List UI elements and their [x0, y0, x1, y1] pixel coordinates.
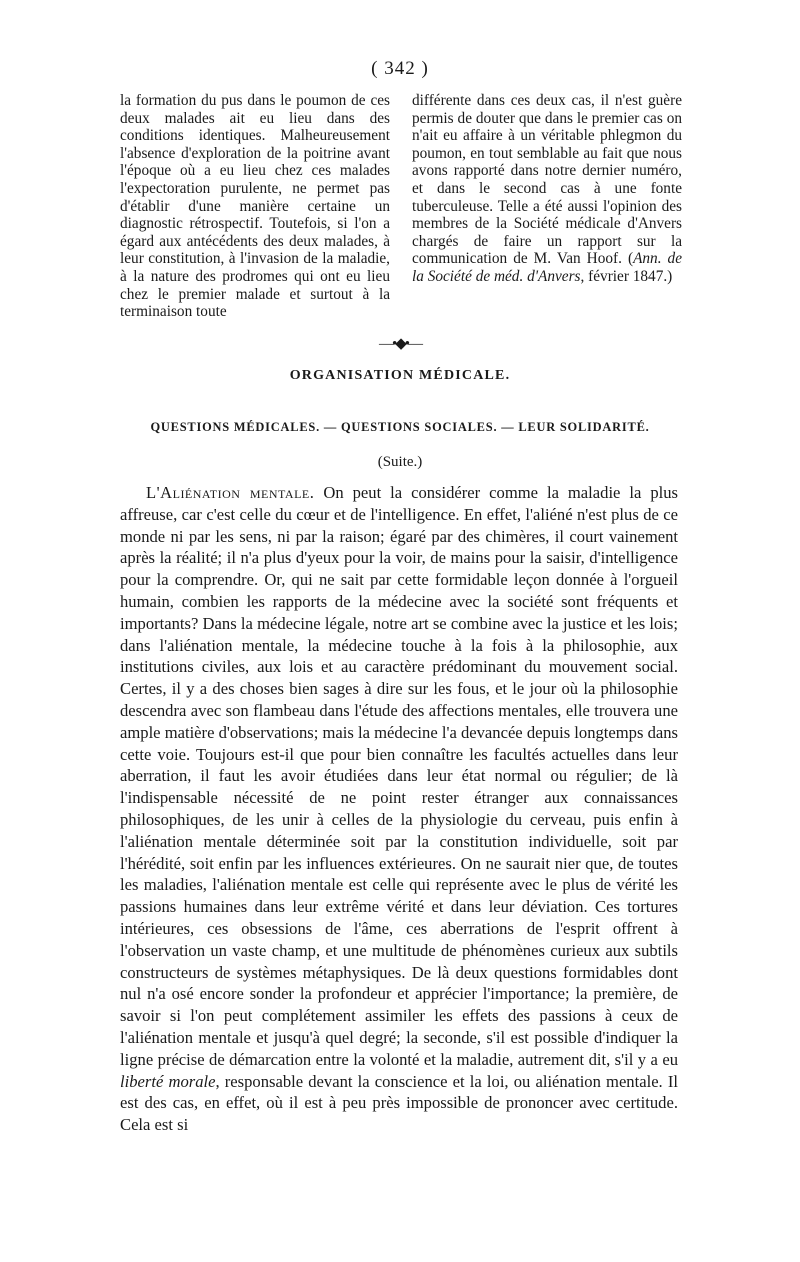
article-paragraph [120, 482, 678, 1136]
section-title: ORGANISATION MÉDICALE. [289, 368, 511, 383]
article-text-1: On peut la considérer comme la maladie la plus affreuse, car c'est celle du cœur et de l'intelligence. En effet, l'aliéné n'est plus de ce monde ni par les sens, ni par la raison; égaré par des chimères, il court vainement après la réalité; il n'a plus d'yeux pour la voir, de mains pour la saisir, d'intelligence pour la comprendre. Or, qui ne sait par cette formidable leçon donnée à l'orgueil humain, combien les rapports de la médecine avec la société sont fréquents et importants? Dans la médecine légale, notre art se combine avec la justice et les lois; dans l'aliénation mentale, la médecine touche à la fois à la philosophie, aux institutions civiles, aux lois et au caractère prédominant du mouvement social. Certes, il y a des choses bien sages à dire sur les fous, et le jour où la philosophie descendra avec son flambeau dans l'étude des affections mentales, elle trouvera une ample matière d'observations; mais la médecine l'a devancée depuis longtemps dans cette voie. Toujours est-il que pour bien connaître les facultés actuelles dans leur aberration, il faut les avoir étudiées dans leur état normal ou régulier; de là l'indispensable nécessité de ne point rester étranger aux connaissances philosophiques, de les unir à celles de la physiologie du cerveau, puis enfin à l'aliénation mentale déterminée soit par la constitution individuelle, soit par l'hérédité, soit enfin par les influences extérieures. On ne saurait nier que, de toutes les maladies, l'aliénation mentale est celle qui représente avec le plus de vérité les passions humaines dans leur extrême vérité et dans leur déviation. Ces tortures intérieures, ces obsessions de l'âme, ces aberrations de l'esprit offrent à l'observation un vaste champ, et une multitude de phénomènes curieux aux subtils constructeurs de systèmes métaphysiques. De là deux questions formidables dont nul n'a osé encore sonder la profondeur et apprécier l'importance; la première, de savoir si l'on peut complétement assimiler les effets des passions à ceux de l'aliénation mentale et jusqu'à quel degré; la seconde, s'il est possible d'indiquer la ligne précise de démarcation entre la volonté et la maladie, autrement dit, s'il y a eu [120, 483, 678, 1069]
section-subtitle: QUESTIONS MÉDICALES. — QUESTIONS SOCIALES. — LEUR SOLIDARITÉ. [150, 420, 650, 434]
article-lead: L'Aliénation mentale. [146, 483, 315, 502]
right-column-text: différente dans ces deux cas, il n'est guère permis de douter que dans le premier cas on n'ait eu affaire à un véritable phlegmon du poumon, en tout semblable au fait que nous avons rapporté dans notre dernier numéro, et dans le second cas à une fonte tuberculeuse. Telle a été aussi l'opinion des membres de la Société médicale d'Anvers chargés de faire un rapport sur la communication de M. Van Hoof. ( [412, 92, 682, 268]
right-column [412, 92, 682, 286]
journal-citation: Ann. de la Société de méd. d'Anvers [412, 250, 682, 285]
left-column-text: la formation du pus dans le poumon de ces deux malades ait eu lieu dans des conditions identiques. Malheureusement l'absence d'exploration de la poitrine avant l'époque où a eu lieu chez ces malades l'expectoration purulente, ne permet pas d'établir d'une manière certaine un diagnostic rétrospectif. Toutefois, si l'on a égard aux antécédents des deux malades, à leur constitution, à l'invasion de la maladie, à la nature des prodromes qui ont eu lieu chez le premier malade et surtout à la terminaison toute [120, 92, 390, 321]
article-body [120, 482, 678, 1136]
continued-label: (Suite.) [377, 454, 423, 470]
article-italic-term: liberté morale [120, 1071, 216, 1091]
ornament-divider: —•◆•— [378, 336, 422, 352]
article-text-2: , responsable devant la conscience et la loi, ou aliénation mentale. Il est des cas, en effet, où il est à peu près impossible de prononcer avec certitude. Cela est si [120, 1071, 678, 1135]
citation-date: , février 1847.) [580, 267, 673, 285]
left-column [120, 92, 390, 321]
right-column-paragraph [412, 92, 682, 286]
page-number: ( 342 ) [371, 58, 429, 79]
